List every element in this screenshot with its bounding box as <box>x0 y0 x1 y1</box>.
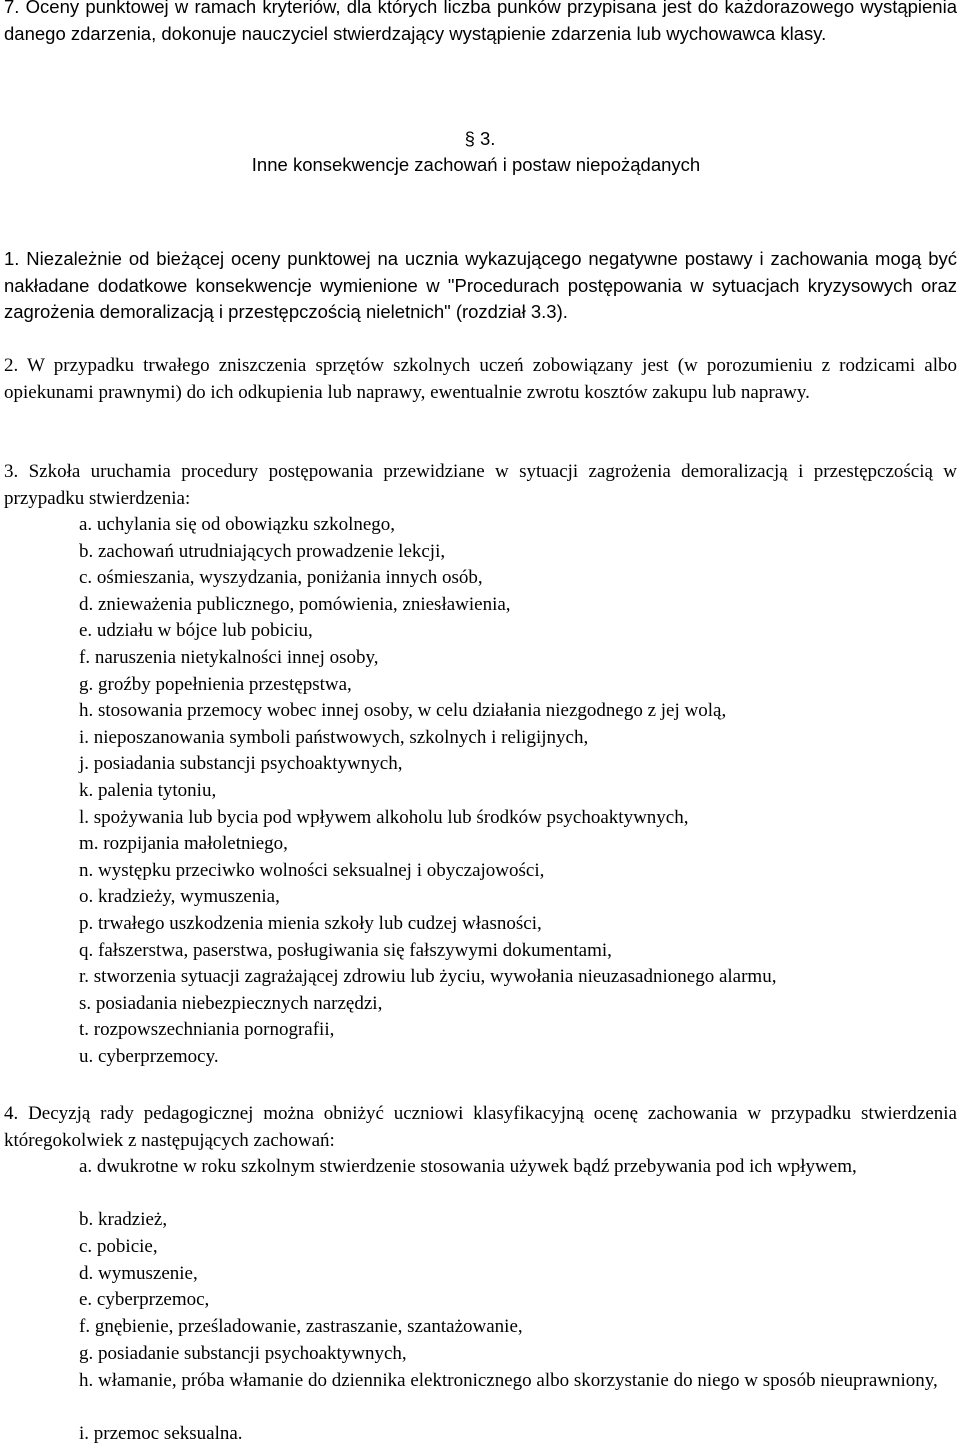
paragraph-4: 4. Decyzją rady pedagogicznej można obniżyć uczniowi klasyfikacyjną ocenę zachowania w przypadku stwierdzenia któregokolwiek z następujących zachowań: <box>4 1103 957 1151</box>
list-item: b. zachowań utrudniających prowadzenie lekcji, <box>79 540 446 562</box>
list-item: o. kradzieży, wymuszenia, <box>79 886 280 908</box>
section-title: Inne konsekwencje zachowań i postaw niepożądanych <box>251 154 701 175</box>
list-item: t. rozpowszechniania pornografii, <box>79 1019 335 1041</box>
list-item-4h: h. włamanie, próba włamanie do dziennika elektronicznego albo skorzystanie do niego w sposób nieuprawniony, <box>79 1370 938 1391</box>
list-item: a. uchylania się od obowiązku szkolnego, <box>79 514 396 535</box>
list-item: s. posiadania niebezpiecznych narzędzi, <box>79 992 383 1014</box>
list-item: f. gnębienie, prześladowanie, zastraszanie, szantażowanie, <box>79 1316 523 1338</box>
paragraph-7: 7. Oceny punktowej w ramach kryteriów, dla których liczba punków przypisana jest do każdorazowego wystąpienia danego zdarzenia, dokonuje nauczyciel stwierdzający wystąpienie zdarzenia lub wychowawca klasy. <box>4 0 957 44</box>
list-item: d. wymuszenie, <box>79 1262 198 1284</box>
list-item-4i: i. przemoc seksualna. <box>79 1423 243 1444</box>
list-item: e. cyberprzemoc, <box>79 1289 210 1311</box>
list-item: e. udziału w bójce lub pobiciu, <box>79 620 313 642</box>
list-item: m. rozpijania małoletniego, <box>79 833 288 855</box>
list-item: k. palenia tytoniu, <box>79 780 217 801</box>
list-item: u. cyberprzemocy. <box>79 1046 219 1067</box>
list-item: d. znieważenia publicznego, pomówienia, zniesławienia, <box>79 593 511 615</box>
list-item: g. groźby popełnienia przestępstwa, <box>79 673 352 695</box>
section-number: § 3. <box>464 128 496 149</box>
list-item: b. kradzież, <box>79 1209 168 1230</box>
list-item: j. posiadania substancji psychoaktywnych, <box>79 753 403 775</box>
list-item-4a: a. dwukrotne w roku szkolnym stwierdzenie stosowania używek bądź przebywania pod ich wpływem, <box>79 1156 857 1177</box>
list-item: i. nieposzanowania symboli państwowych, szkolnych i religijnych, <box>79 726 589 748</box>
list-item: r. stworzenia sytuacji zagrażającej zdrowiu lub życiu, wywołania nieuzasadnionego alarmu, <box>79 966 777 988</box>
list-item: c. pobicie, <box>79 1235 158 1257</box>
list-item: l. spożywania lub bycia pod wpływem alkoholu lub środków psychoaktywnych, <box>79 806 689 828</box>
paragraph-3: 3. Szkoła uruchamia procedury postępowania przewidziane w sytuacji zagrożenia demoralizacją i przestępczością w przypadku stwierdzenia: <box>4 461 957 509</box>
list-item: p. trwałego uszkodzenia mienia szkoły lub cudzej własności, <box>79 913 542 934</box>
list-item: n. występku przeciwko wolności seksualnej i obyczajowości, <box>79 859 545 881</box>
list-item: h. stosowania przemocy wobec innej osoby, w celu działania niezgodnego z jej wolą, <box>79 700 727 722</box>
list-item: q. fałszerstwa, paserstwa, posługiwania się fałszywymi dokumentami, <box>79 939 612 961</box>
paragraph-1: 1. Niezależnie od bieżącej oceny punktowej na ucznia wykazującego negatywne postawy i zachowania mogą być nakładane dodatkowe konsekwencje wymienione w "Procedurach postępowania w sytuacjach kryzysowych oraz zagrożenia demoralizacją i przestępczością nieletnich" (rozdział 3.3). <box>4 248 957 323</box>
paragraph-2: 2. W przypadku trwałego zniszczenia sprzętów szkolnych uczeń zobowiązany jest (w porozumieniu z rodzicami albo opiekunami prawnymi) do ich odkupienia lub naprawy, ewentualnie zwrotu kosztów zakupu lub naprawy. <box>4 355 957 403</box>
list-item: f. naruszenia nietykalności innej osoby, <box>79 647 379 668</box>
list-item: c. ośmieszania, wyszydzania, poniżania innych osób, <box>79 567 483 589</box>
list-item: g. posiadanie substancji psychoaktywnych, <box>79 1343 407 1364</box>
